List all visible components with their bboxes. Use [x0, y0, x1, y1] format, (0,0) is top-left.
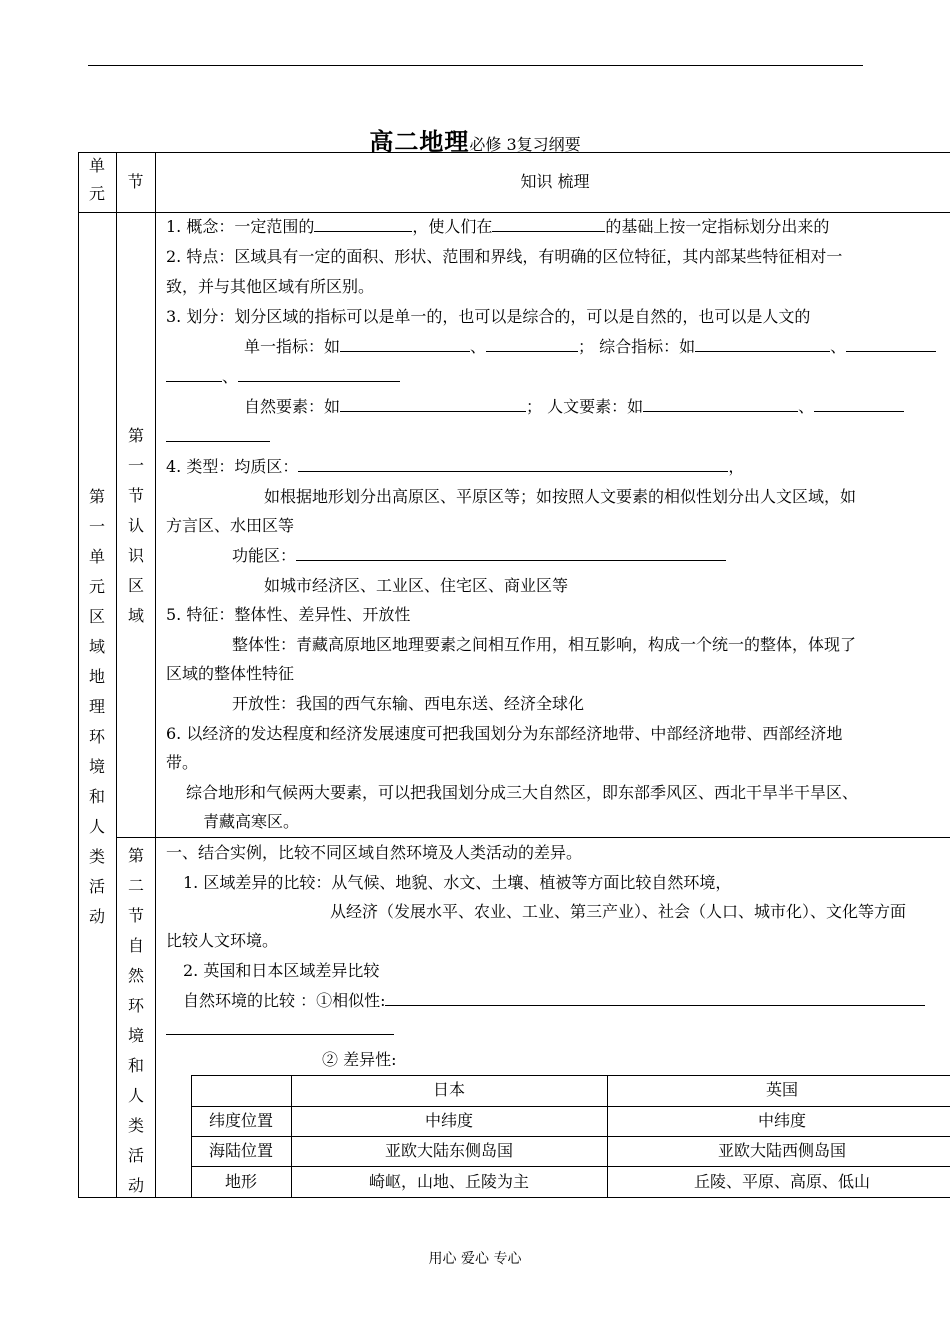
section-label-char: 环 — [127, 996, 144, 1015]
s1-line-indicators: 单一指标：如 、 ； 综合指标：如 、 — [244, 337, 936, 357]
section-label-char: 节 — [127, 486, 144, 505]
section-label-char: 然 — [127, 966, 144, 985]
section-label-char: 域 — [127, 606, 144, 625]
s1-line-division: 3. 划分：划分区域的指标可以是单一的，也可以是综合的，可以是自然的，也可以是人文的 — [166, 307, 811, 326]
comparison-row-divider-2 — [191, 1136, 950, 1137]
s2-line-difference: ② 差异性: — [322, 1050, 397, 1069]
section-row-divider — [116, 837, 950, 838]
s2-line-uk-japan: 2. 英国和日本区域差异比较 — [183, 961, 380, 980]
s2-line-similarity-cont — [166, 1020, 394, 1040]
section-label-section1 — [125, 421, 147, 631]
s1-line-openness: 开放性：我国的西气东输、西电东送、经济全球化 — [232, 694, 585, 713]
s1-line-features-1: 2. 特点：区域具有一定的面积、形状、范围和界线，有明确的区位特征，其内部某些特征相对一 — [166, 247, 843, 266]
section-label-char: 第 — [127, 846, 144, 865]
unit-label-char: 区 — [88, 607, 105, 626]
section-label-char: 动 — [127, 1176, 144, 1195]
header-section: 节 — [127, 172, 144, 191]
unit-label-char: 和 — [88, 787, 105, 806]
s1-line-indicators-cont: 、 — [166, 367, 400, 387]
header-row-divider — [78, 212, 950, 213]
comparison-cell: 亚欧大陆西侧岛国 — [717, 1141, 846, 1160]
s1-line-economic-2: 带。 — [166, 753, 199, 772]
unit-label-char: 域 — [88, 637, 105, 656]
comparison-row-label: 纬度位置 — [208, 1111, 273, 1130]
comparison-cell: 亚欧大陆东侧岛国 — [384, 1141, 513, 1160]
s2-line-comparison-3: 比较人文环境。 — [166, 931, 279, 950]
s1-line-integrity-1: 整体性：青藏高原地区地理要素之间相互作用，相互影响，构成一个统一的整体，体现了 — [232, 635, 857, 654]
s1-line-natural-regions-1: 综合地形和气候两大要素，可以把我国划分成三大自然区，即东部季风区、西北干旱半干旱区、 — [186, 783, 859, 802]
section-label-char: 活 — [127, 1146, 144, 1165]
s1-line-features-2: 致，并与其他区域有所区别。 — [166, 277, 375, 296]
section-label-char: 二 — [127, 876, 144, 895]
s2-line-similarity: 自然环境的比较 ：①相似性: — [183, 991, 925, 1011]
unit-label-char: 理 — [88, 697, 105, 716]
s1-line-economic-1: 6. 以经济的发达程度和经济发展速度可把我国划分为东部经济地带、中部经济地带、西部经济地 — [166, 724, 843, 743]
section-label-char: 第 — [127, 426, 144, 445]
s2-line-heading: 一、结合实例，比较不同区域自然环境及人类活动的差异。 — [166, 843, 583, 862]
s1-line-types-example-2: 方言区、水田区等 — [166, 516, 295, 535]
s1-line-functional-example: 如城市经济区、工业区、住宅区、商业区等 — [264, 576, 569, 595]
section-label-char: 认 — [127, 516, 144, 535]
unit-label-char: 一 — [88, 517, 105, 536]
comparison-row-label: 海陆位置 — [208, 1141, 273, 1160]
section-label-char: 境 — [127, 1026, 144, 1045]
comparison-row-label: 地形 — [224, 1172, 257, 1191]
s1-line-types: 4. 类型：均质区： ， — [166, 457, 745, 476]
unit-label-char: 类 — [88, 847, 105, 866]
title-main: 高二地理 — [369, 127, 470, 156]
unit-label-char: 地 — [88, 667, 105, 686]
s1-line-characteristics: 5. 特征：整体性、差异性、开放性 — [166, 605, 411, 624]
s1-line-elements: 自然要素：如 ； 人文要素：如 、 — [244, 397, 904, 417]
unit-label-char: 单 — [88, 547, 105, 566]
unit-label-char: 人 — [88, 817, 105, 836]
comparison-row-divider-3 — [191, 1166, 950, 1167]
unit-label-char: 活 — [88, 877, 105, 896]
column-divider-section — [155, 152, 156, 1198]
comparison-cell: 崎岖，山地、丘陵为主 — [368, 1172, 529, 1191]
section-label-char: 人 — [127, 1086, 144, 1105]
section-label-char: 和 — [127, 1056, 144, 1075]
header-rule — [88, 65, 863, 66]
section-label-char: 识 — [127, 546, 144, 565]
comparison-header-uk: 英国 — [765, 1080, 798, 1099]
page-footer: 用心 爱心 专心 — [428, 1251, 522, 1267]
header-knowledge: 知识 梳理 — [520, 172, 590, 191]
unit-label-char: 环 — [88, 727, 105, 746]
section-label-char: 区 — [127, 576, 144, 595]
comparison-cell: 丘陵、平原、高原、低山 — [693, 1172, 870, 1191]
section-label-char: 自 — [127, 936, 144, 955]
section-label-char: 节 — [127, 906, 144, 925]
s1-line-functional: 功能区： — [232, 546, 726, 566]
comparison-row-divider-1 — [191, 1106, 950, 1107]
unit-label-char: 动 — [88, 907, 105, 926]
unit-label-char: 第 — [88, 487, 105, 506]
header-unit: 单元 — [88, 156, 105, 203]
s1-line-elements-cont — [166, 427, 270, 447]
title-sub: 必修 3复习纲要 — [469, 135, 581, 154]
section-label-char: 类 — [127, 1116, 144, 1135]
s1-line-concept: 1. 概念：一定范围的 ，使人们在 的基础上按一定指标划分出来的 — [166, 217, 830, 236]
unit-label-char: 元 — [88, 577, 105, 596]
s1-line-natural-regions-2: 青藏高寒区。 — [203, 812, 300, 831]
unit-label-char: 境 — [88, 757, 105, 776]
section-label-char: 一 — [127, 456, 144, 475]
comparison-cell: 中纬度 — [757, 1111, 806, 1130]
comparison-header-japan: 日本 — [432, 1080, 465, 1099]
unit-label-unit1 — [86, 482, 108, 932]
comparison-cell: 中纬度 — [424, 1111, 473, 1130]
s1-line-integrity-2: 区域的整体性特征 — [166, 664, 295, 683]
column-divider-unit — [116, 152, 117, 1198]
s1-line-types-example-1: 如根据地形划分出高原区、平原区等；如按照人文要素的相似性划分出人文区域，如 — [264, 487, 857, 506]
s2-line-comparison-1: 1. 区域差异的比较：从气候、地貌、水文、土壤、植被等方面比较自然环境， — [183, 873, 732, 892]
s2-line-comparison-2: 从经济（发展水平、农业、工业、第三产业）、社会（人口、城市化）、文化等方面 — [330, 902, 907, 921]
section-label-section2 — [125, 841, 147, 1201]
